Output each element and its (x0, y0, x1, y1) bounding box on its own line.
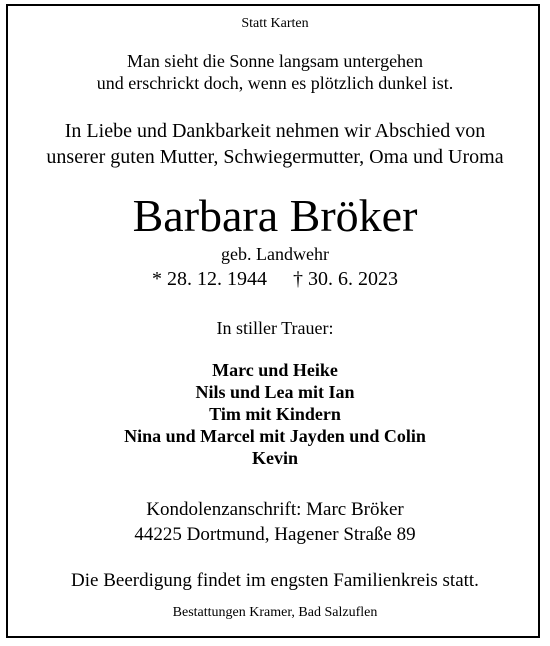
intro-line: In Liebe und Dankbarkeit nehmen wir Abschied von (64, 120, 486, 142)
verse (8, 50, 542, 94)
family-member: Nina und Marcel mit Jayden und Colin (124, 426, 426, 446)
intro-text (8, 118, 542, 170)
family-member: Nils und Lea mit Ian (195, 382, 355, 402)
notice-header: Statt Karten (241, 16, 309, 31)
funeral-note: Die Beerdigung findet im engsten Familienkreis statt. (71, 570, 479, 591)
condolence-address (8, 497, 542, 547)
family-member: Marc und Heike (212, 360, 338, 380)
family-member: Kevin (251, 448, 298, 468)
death-date: † 30. 6. 2023 (293, 268, 398, 290)
mourning-label: In stiller Trauer: (216, 318, 334, 338)
verse-line: Man sieht die Sonne langsam untergehen (126, 51, 424, 71)
notice-frame (6, 4, 540, 638)
maiden-name: geb. Landwehr (221, 244, 329, 264)
family-list (8, 359, 542, 469)
life-dates (8, 268, 542, 291)
family-member: Tim mit Kindern (209, 404, 341, 424)
intro-line: unserer guten Mutter, Schwiegermutter, Oma und Uroma (46, 146, 504, 168)
condolence-line: 44225 Dortmund, Hagener Straße 89 (134, 524, 416, 545)
deceased-name: Barbara Bröker (132, 190, 418, 241)
verse-line: und erschrickt doch, wenn es plötzlich dunkel ist. (96, 73, 454, 93)
condolence-line: Kondolenzanschrift: Marc Bröker (146, 499, 404, 520)
birth-date: * 28. 12. 1944 (152, 268, 267, 290)
undertaker: Bestattungen Kramer, Bad Salzuflen (172, 605, 378, 620)
